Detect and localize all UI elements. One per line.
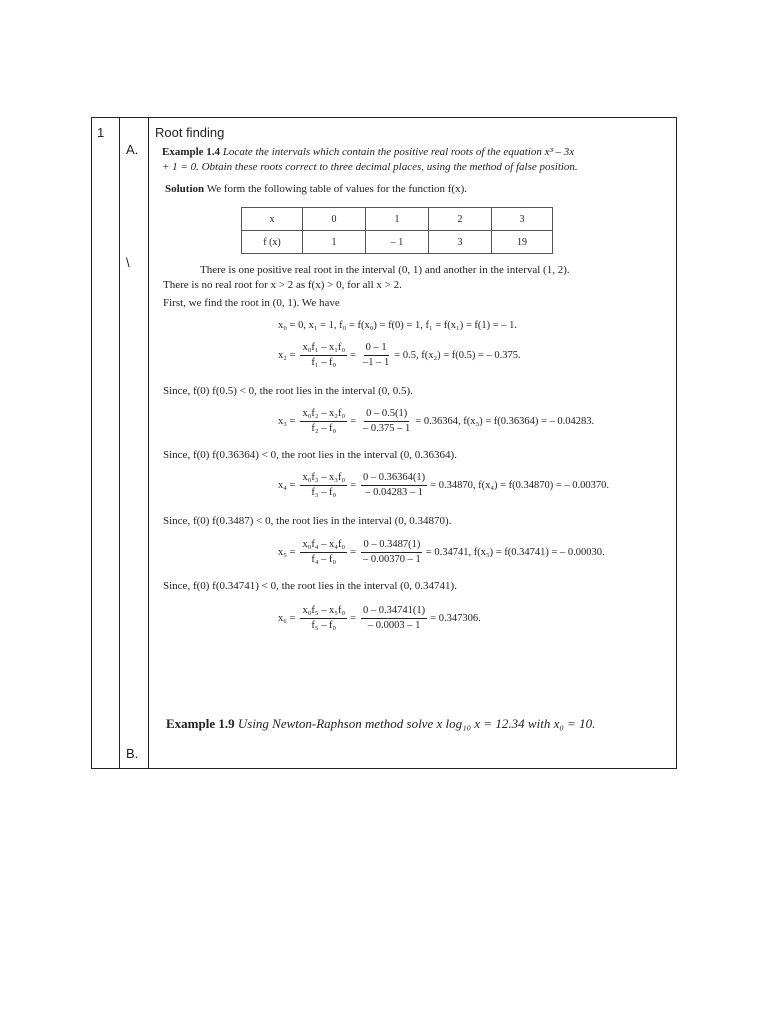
eq-rhs: = 0.34741, f(x₅) = f(0.34741) = – 0.00030. (425, 547, 605, 558)
eq-denominator: – 0.375 – 1 (363, 423, 411, 434)
example-1-9-statement: Using Newton-Raphson method solve x log₁₀ x = 12.34 with x₀ = 10. (237, 716, 596, 731)
eq-fraction (300, 342, 347, 369)
solution-label: Solution (165, 183, 205, 195)
row-number: 1 (97, 125, 105, 140)
equation-initial: x₀ = 0, x₁ = 1, f₀ = f(x₀) = f(0) = 1, f₁ = f(x₁) = f(1) = – 1. (278, 320, 518, 331)
table-cell: x (242, 208, 303, 231)
eq-fraction (300, 539, 347, 566)
solution-line (165, 183, 467, 195)
eq-fraction (300, 605, 347, 632)
example-1-4-line1 (162, 146, 574, 158)
table-cell: 2 (429, 208, 492, 231)
equation-x3: x₃ = $\frac{\text{x₀f₂ – x₂f₀}}{\text{f₂ – f₀}}$ = $\frac{0 - 0.5(1)}{- 0.375 - 1}$ = 0.36364, f(x₃) = f(0.36364) = – 0.04283. (278, 408, 595, 434)
eq-denominator: f₂ – f₀ (311, 423, 337, 434)
eq-denominator: – 0.00370 – 1 (363, 554, 421, 565)
column-divider-1 (119, 118, 120, 768)
eq-numerator: 0 – 0.3487(1) (361, 539, 422, 553)
example-1-9-label: Example 1.9 (166, 716, 235, 731)
eq-numerator: x₀f₃ – x₃f₀ (300, 472, 347, 486)
example-1-4-statement-2: + 1 = 0. Obtain these roots correct to three decimal places, using the method of false position. (162, 161, 578, 173)
example-1-4-statement-1: Locate the intervals which contain the positive real roots of the equation x³ – 3x (222, 146, 575, 158)
eq-lhs: x₅ = (278, 547, 296, 558)
since-line-1: Since, f(0) f(0.5) < 0, the root lies in the interval (0, 0.5). (163, 385, 413, 397)
eq-fraction (361, 408, 412, 435)
eq-fraction (361, 539, 423, 566)
eq-lhs: x₄ = (278, 480, 296, 491)
eq-lhs: x₆ = (278, 613, 296, 624)
table-cell: f (x) (242, 231, 303, 254)
eq-numerator: 0 – 0.36364(1) (361, 472, 427, 486)
eq-lhs: x₃ = (278, 416, 296, 427)
section-heading: Root finding (155, 125, 225, 140)
eq-rhs: = 0.34870, f(x₄) = f(0.34870) = – 0.00370. (430, 480, 610, 491)
eq-denominator: f₅ – f₀ (311, 620, 337, 631)
eq-numerator: 0 – 1 (364, 342, 389, 356)
eq-denominator: – 0.0003 – 1 (367, 620, 421, 631)
eq-fraction (300, 472, 347, 499)
eq-numerator: x₀f₂ – x₂f₀ (300, 408, 347, 422)
equation-x2: x₂ = $\frac{\text{x₀f₁ – x₁f₀}}{\text{f₁ – f₀}}$ = $\frac{0 - 1}{-1 - 1}$ = 0.5, f(x₂) = f(0.5) = – 0.375. (278, 342, 521, 368)
column-divider-2 (148, 118, 149, 768)
marker-b: B. (126, 746, 139, 761)
example-1-9-line (166, 716, 595, 732)
eq-numerator: x₀f₄ – x₄f₀ (300, 539, 347, 553)
table-cell: 3 (429, 231, 492, 254)
table-row (242, 231, 553, 254)
eq-denominator: – 0.04283 – 1 (365, 487, 423, 498)
eq-numerator: x₀f₅ – x₅f₀ (300, 605, 347, 619)
equation-x5: x₅ = $\frac{\text{x₀f₄ – x₄f₀}}{\text{f₄ – f₀}}$ = $\frac{0 - 0.3487(1)}{- 0.00370 - 1}$ = 0.34741, f(x₅) = f(0.34741) = – 0.00030. (278, 539, 605, 565)
marker-backslash: \ (126, 255, 130, 270)
marker-a: A. (126, 142, 139, 157)
eq-numerator: 0 – 0.5(1) (364, 408, 409, 422)
eq-denominator: f₄ – f₀ (311, 554, 337, 565)
eq-denominator: f₃ – f₀ (311, 487, 337, 498)
since-line-4: Since, f(0) f(0.34741) < 0, the root lies in the interval (0, 0.34741). (163, 580, 457, 592)
eq-denominator: –1 – 1 (363, 357, 390, 368)
paragraph-1-line1: There is one positive real root in the interval (0, 1) and another in the interval (1, 2). (200, 264, 570, 276)
table-cell: 1 (303, 231, 366, 254)
eq-denominator: f₁ – f₀ (311, 357, 337, 368)
paragraph-2: First, we find the root in (0, 1). We have (163, 297, 340, 309)
example-1-4-line2 (162, 161, 578, 173)
eq-fraction (361, 472, 427, 499)
table-cell: 1 (366, 208, 429, 231)
equation-x4: x₄ = $\frac{\text{x₀f₃ – x₃f₀}}{\text{f₃ – f₀}}$ = $\frac{0 - 0.36364(1)}{- 0.04283 - 1}$ = 0.34870, f(x₄) = f(0.34870) = – 0.00370. (278, 472, 610, 498)
solution-text: We form the following table of values for the function f(x). (206, 183, 467, 195)
eq-lhs: x₂ = (278, 350, 296, 361)
table-cell: 0 (303, 208, 366, 231)
eq-numerator: x₀f₁ – x₁f₀ (300, 342, 347, 356)
values-table (241, 207, 553, 254)
eq-fraction (361, 342, 391, 369)
paragraph-1-line2: There is no real root for x > 2 as f(x) > 0, for all x > 2. (163, 279, 402, 291)
eq-rhs: = 0.347306. (430, 613, 481, 624)
since-line-3: Since, f(0) f(0.3487) < 0, the root lies in the interval (0, 0.34870). (163, 515, 452, 527)
table-cell: – 1 (366, 231, 429, 254)
since-line-2: Since, f(0) f(0.36364) < 0, the root lies in the interval (0, 0.36364). (163, 449, 457, 461)
eq-rhs: = 0.5, f(x₂) = f(0.5) = – 0.375. (394, 350, 521, 361)
table-cell: 19 (492, 231, 553, 254)
table-cell: 3 (492, 208, 553, 231)
eq-fraction (300, 408, 347, 435)
eq-rhs: = 0.36364, f(x₃) = f(0.36364) = – 0.04283. (415, 416, 595, 427)
equation-x6: x₆ = $\frac{\text{x₀f₅ – x₅f₀}}{\text{f₅ – f₀}}$ = $\frac{0 - 0.34741(1)}{- 0.0003 - 1}$ = 0.347306. (278, 605, 481, 631)
table-row (242, 208, 553, 231)
eq-fraction (361, 605, 427, 632)
example-1-4-label: Example 1.4 (162, 146, 221, 158)
eq-numerator: 0 – 0.34741(1) (361, 605, 427, 619)
